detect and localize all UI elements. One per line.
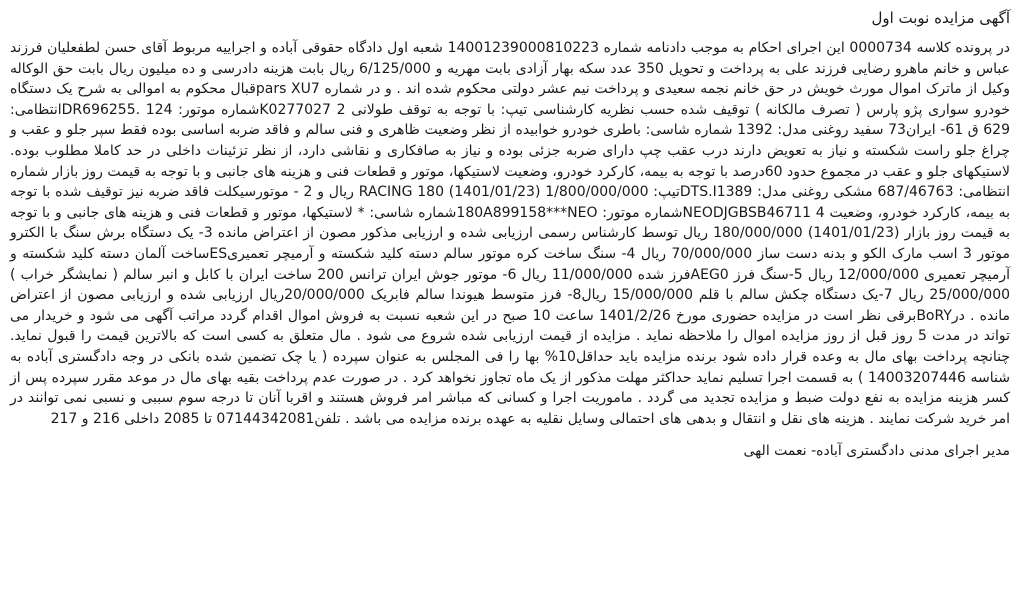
notice-signature: مدیر اجرای مدنی دادگستری آباده- نعمت الهی xyxy=(743,443,1010,460)
notice-body: در پرونده کلاسه 0000734 این اجرای احکام به موجب دادنامه شماره 14001239000810223 شعبه اول دادگاه حقوقی آباده و اجراییه مربوط آقای حسن لطفعلیان فرزند عباس و خانم ماهرو رضایی فرزند علی به پرداخت و تحویل 350 عدد سکه بهار آزادی بابت مهریه و 6/125/000 ریال بابت هزینه دادرسی و ده میلیون ریال بابت حق الوکاله وکیل از ماترک اموال مورث خویش در حق خانم نجمه سعیدی و پرداخت نیم عشر دولتی محکوم شده اند . و در شماره pars XU7قبال محکوم به اموالی به شرح یک دستگاه خودرو سواری پژو پارس ( تصرف مالکانه ) توقیف شده حسب نظریه کارشناسی تیپ: با توجه به توقف طولانی 2 K0277027شماره موتور: 124 .DR696255انتظامی: 629 ق 61- ایران73 سفید روغنی مدل: 1392 شماره شاسی: باطری خودرو خوابیده از نظر وضعیت ظاهری و فنی سالم و فاقد ضربه اساسی بوده فقط سپر جلو و عقب و چراغ جلو راست شکسته و نیاز به تعویض دارند درب عقب چپ دارای ضربه جزئی بوده و نیاز به صافکاری و نقاشی دارد، از نظر تزئینات داخلی در حد کاملا مطلوب بوده. لاستیکهای جلو و عقب در مجموع حدود 60درصد با توجه به بیمه، کارکرد خودرو، وضعیت لاستیکها، موتور و قطعات فنی و هزینه های جانبی و با توجه به قیمت روز بازار شماره انتظامی: 687/46763 مشکی روغنی مدل: DTS.I1389تیپ: RACING 180 (1401/01/23) 1/800/000/000 ریال و 2 - موتورسیکلت فاقد ضربه نیز توقیف شده با توجه به بیمه، کارکرد خودرو، وضعیت 4 NEODJGBSB46711شماره موتور: 180A899158***NEOشماره شاسی: * لاستیکها، موتور و قطعات فنی و هزینه های جانبی و با توجه به قیمت روز بازار (1401/01/23) 180/000/000 ریال توسط کارشناس رسمی ارزیابی شده و ارزیابی مذکور مصون از اعتراض مانده 3- یک دستگاه برش سنگ با الکترو موتور 3 اسب مارک الکو و بدنه دست ساز 70/000/000 ریال 4- سنگ ساخت کره موتور سالم دسته کلید شکسته و آرمیچر تعمیریESساخت آلمان دسته کلید شکسته و آرمیچر تعمیری 12/000/000 ریال 5-سنگ فرز AEG0فرز شده 11/000/000 ریال 6- موتور جوش ایران ترانس 200 ساخت ایران با کابل و انبر سالم ( نمایشگر خراب ) 25/000/000 ریال 7-یک دستگاه چکش سالم با قلم 15/000/000 ریال8- فرز متوسط هیوندا سالم فابریک 20/000/000ریال ارزیابی شده و ارزیابی مصون از اعتراض مانده . درBoRYبرقی نظر است در مزایده حضوری مورخ 1401/2/26 ساعت 10 صبح در این شعبه نسبت به فروش اموال اقدام گردد مراتب آگهی می شود و خریدار می تواند در مدت 5 روز قبل از روز مزایده اموال را ملاحظه نماید . مزایده از قیمت ارزیابی شده شروع می شود . مال متعلق به کسی است که بالاترین قیمت را قبول نماید. چنانچه پرداخت بهای مال به وعده قرار داده شود برنده مزایده باید حداقل10% بها را فی المجلس به عنوان سپرده ( یا چک تضمین شده بانکی در وجه دادگستری آباده به شناسه 14003207446 ) به قسمت اجرا تسلیم نماید حداکثر مهلت مذکور از یک ماه تجاوز نخواهد کرد . در صورت عدم پرداخت بقیه بهای مال در موعد مقرر سپرده پس از کسر هزینه مزایده به نفع دولت ضبط و مزایده تجدید می گردد . ماموریت اجرا و کسانی که مباشر امر فروش هستند و اقربا آنان تا درجه سوم سببی و نسبی نمی توانند در امر خرید شرکت نمایند . هزینه های نقل و انتقال و بدهی های احتمالی وسایل نقلیه به عهده برنده مزایده می باشد . تلفن07144342081 تا 2085 داخلی 216 و 217 xyxy=(10,40,1011,427)
notice-title: آگهی مزایده نوبت اول xyxy=(871,9,1010,27)
